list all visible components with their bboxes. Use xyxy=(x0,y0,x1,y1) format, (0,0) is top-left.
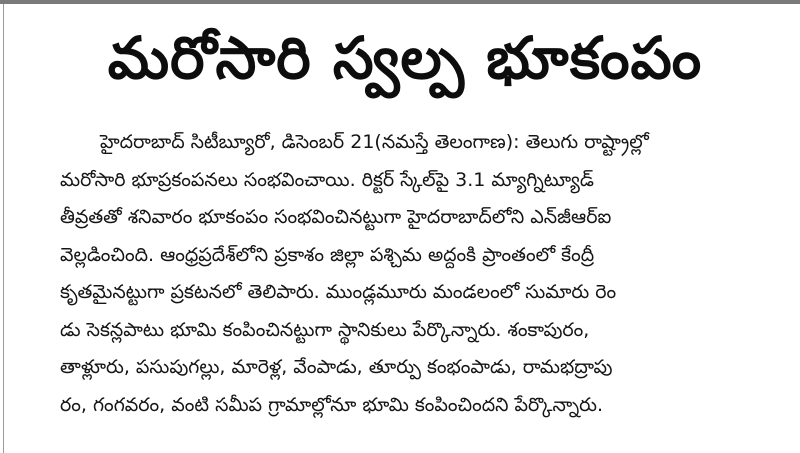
article-line-5: కృతమైనట్టుగా ప్రకటనలో తెలిపారు. ముండ్లమూరు మండలంలో సుమారు రెం xyxy=(60,281,617,303)
headline: మరోసారి స్వల్ప భూకంపం xyxy=(107,23,703,92)
article-line-6: డు సెకన్లపాటు భూమి కంపించినట్టుగా స్థానికులు పేర్కొన్నారు. శంకాపురం, xyxy=(60,318,590,341)
article-body xyxy=(60,124,772,424)
article-line-3: తీవ్రతతో శనివారం భూకంపం సంభవించినట్టుగా హైదరాబాద్‌లోని ఎన్‌జీఆర్‌ఐ xyxy=(60,206,612,228)
left-border-rule xyxy=(3,4,4,453)
article-line-7: తాళ్లూరు, పసుపుగల్లు, మారెళ్ల, వేంపాడు, తూర్పు కంభంపాడు, రామభద్రాపు xyxy=(60,356,613,378)
article-line-8: రం, గంగవరం, వంటి సమీప గ్రామాల్లోనూ భూమి కంపించిందని పేర్కొన్నారు. xyxy=(60,393,604,416)
article-line-2: మరోసారి భూప్రకంపనలు సంభవించాయి. రిక్టర్ స్కేల్‌పై 3.1 మ్యాగ్నిట్యూడ్ xyxy=(60,168,594,191)
article-line-1: హైదరాబాద్ సిటీబ్యూరో, డిసెంబర్ 21(నమస్తే తెలంగాణ): తెలుగు రాష్ట్రాల్లో xyxy=(100,131,649,153)
top-border-rule xyxy=(0,0,800,4)
article-line-4: వెల్లడించింది. ఆంధ్రప్రదేశ్‌లోని ప్రకాశం జిల్లా పశ్చిమ అద్దంకి ప్రాంతంలో కేంద్రీ xyxy=(60,243,595,266)
